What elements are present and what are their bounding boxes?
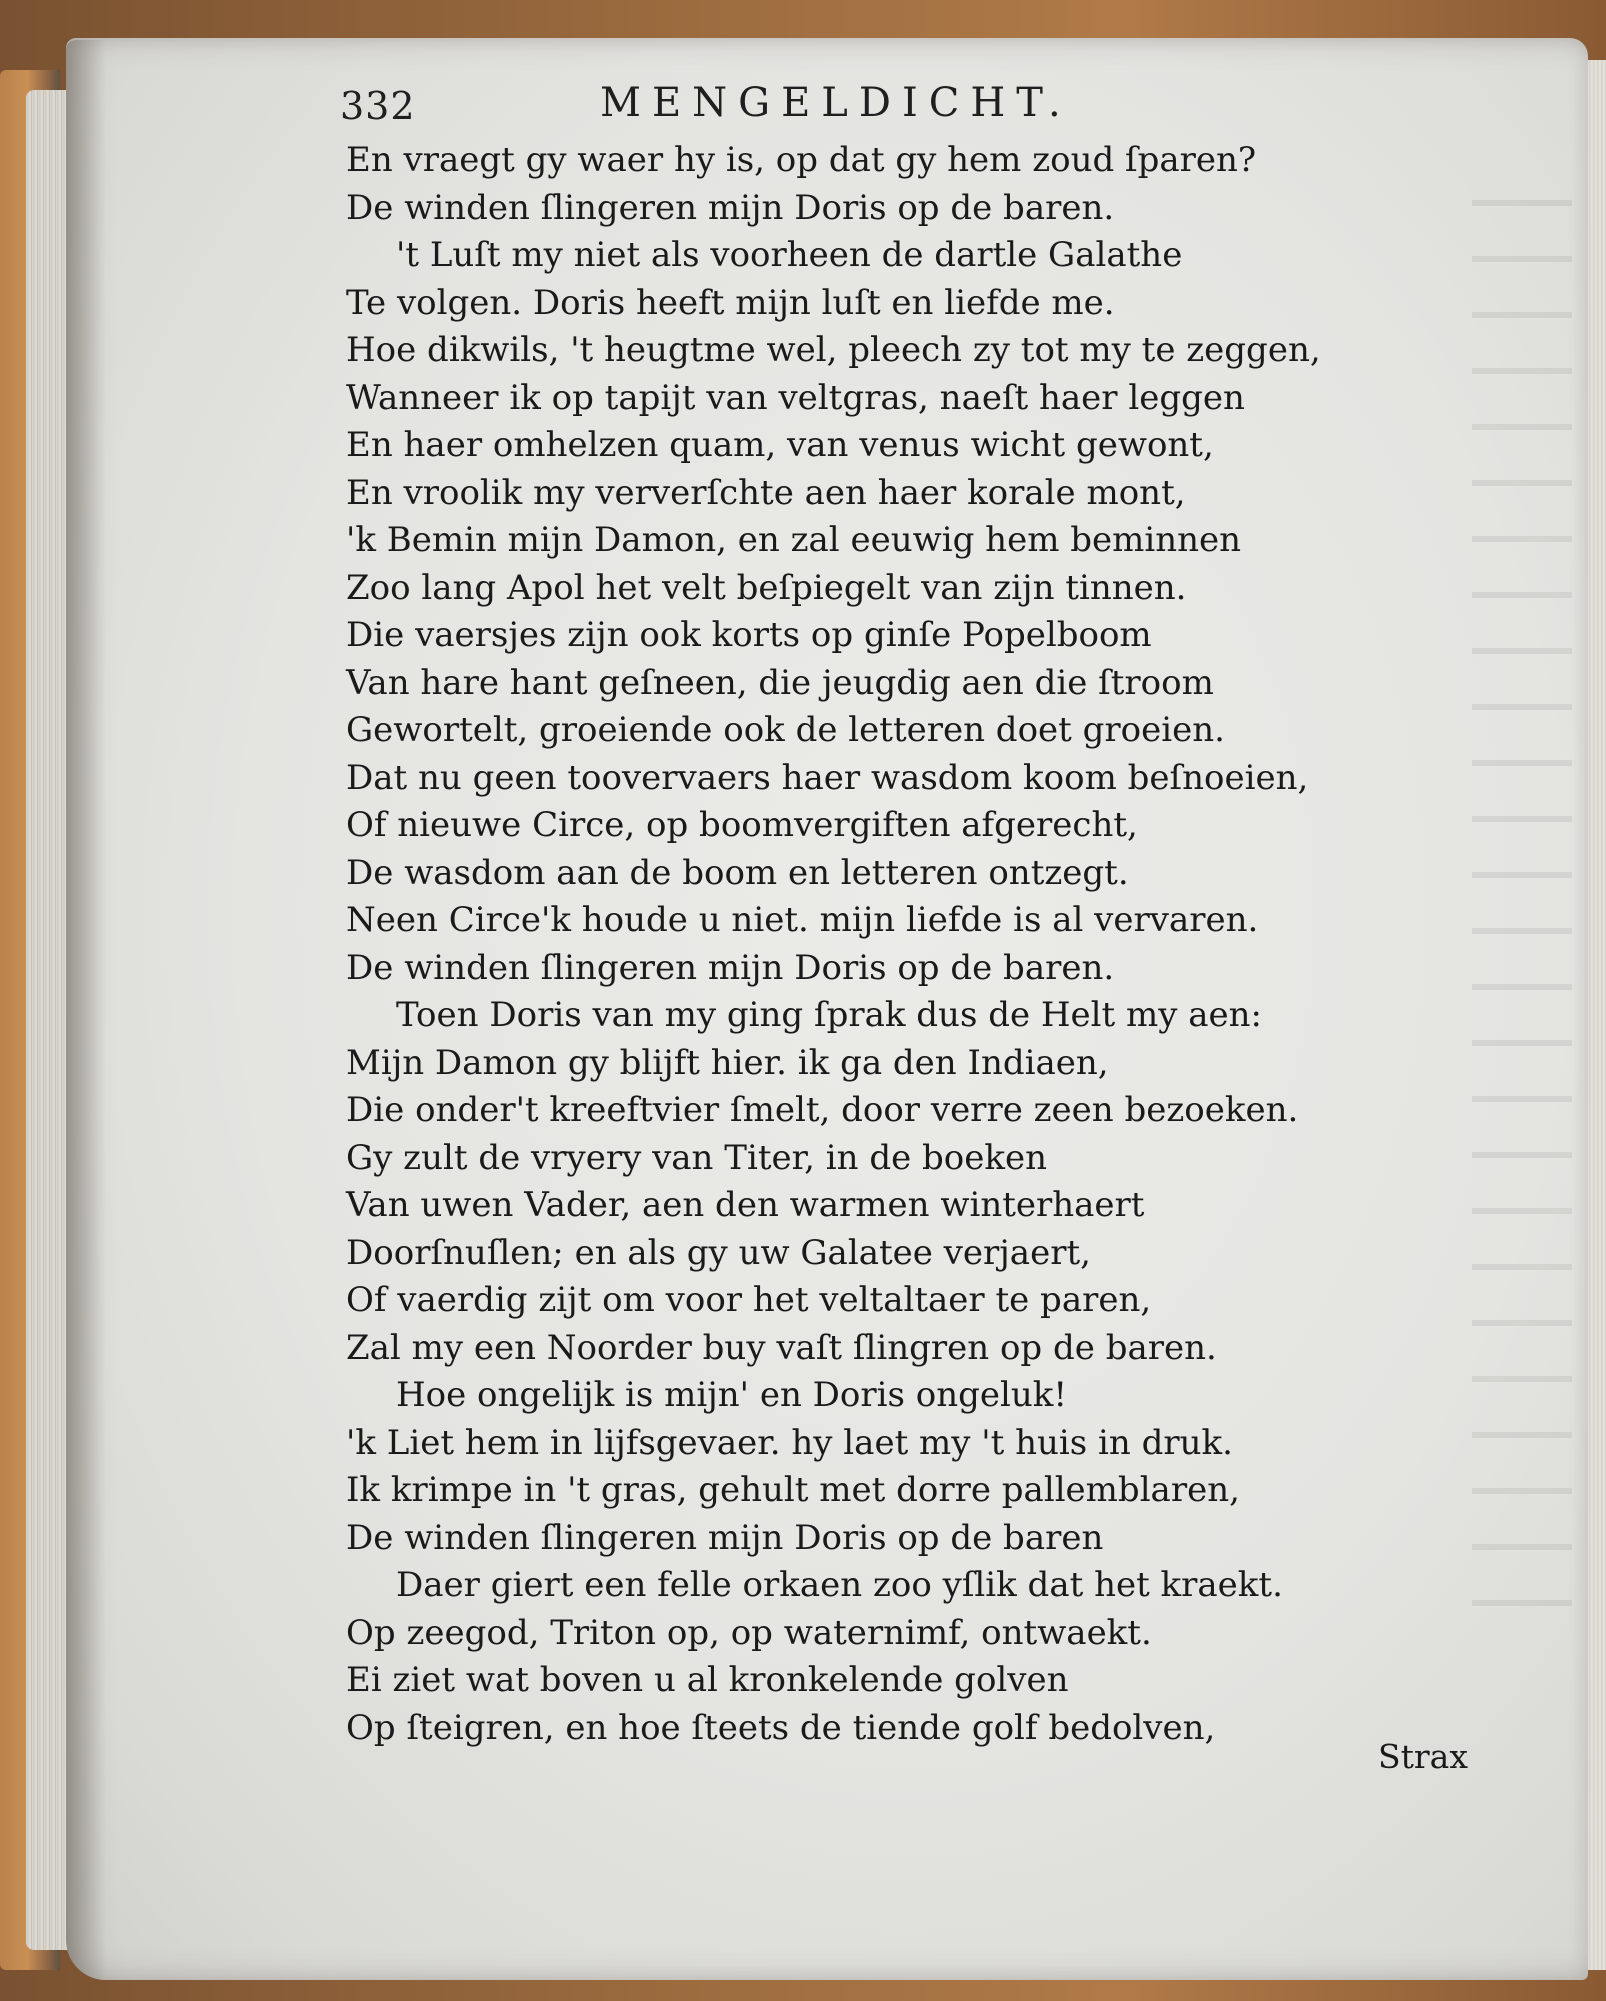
poem-line: Gy zult de vryery van Titer, in de boeken <box>346 1137 1047 1178</box>
poem-line: Die vaersjes zijn ook korts op ginſe Popelboom <box>346 615 1152 655</box>
poem-line: Zal my een Noorder buy vaſt ſlingren op de baren. <box>346 1327 1217 1368</box>
poem-line: En vraegt gy waer hy is, op dat gy hem zoud ſparen? <box>346 140 1257 180</box>
page-number: 332 <box>340 84 416 128</box>
poem-line: Gewortelt, groeiende ook de letteren doet groeien. <box>346 710 1225 750</box>
poem-line: Hoe ongelijk is mijn' en Doris ongeluk! <box>396 1375 1068 1415</box>
poem-line: Zoo lang Apol het velt beſpiegelt van zijn tinnen. <box>346 567 1187 608</box>
poem-line: Te volgen. Doris heeft mijn luſt en liefde me. <box>346 282 1115 323</box>
page-header <box>340 74 1260 134</box>
poem-line: Mijn Damon gy blijft hier. ik ga den Indiaen, <box>346 1042 1109 1083</box>
poem-line: 'k Liet hem in lijfsgevaer. hy laet my 't huis in druk. <box>346 1422 1233 1463</box>
poem-line: En vroolik my ververſchte aen haer korale mont, <box>346 472 1186 513</box>
poem-line: Dat nu geen toovervaers haer wasdom koom beſnoeien, <box>346 757 1309 798</box>
poem-line: Ik krimpe in 't gras, gehult met dorre pallemblaren, <box>346 1470 1240 1510</box>
poem-line: En haer omhelzen quam, van venus wicht gewont, <box>346 425 1214 465</box>
poem-line: De winden ſlingeren mijn Doris op de baren <box>346 1517 1104 1558</box>
poem-line: Neen Circe'k houde u niet. mijn liefde is al vervaren. <box>346 900 1259 940</box>
poem-line: 'k Bemin mijn Damon, en zal eeuwig hem beminnen <box>346 520 1242 560</box>
catchword: Strax <box>1378 1737 1468 1776</box>
poem-line: De wasdom aan de boom en letteren ontzegt. <box>346 852 1129 893</box>
poem-line: Op zeegod, Triton op, op waternimf, ontwaekt. <box>346 1612 1152 1653</box>
poem-text <box>346 137 1496 1752</box>
poem-line: De winden ſlingeren mijn Doris op de baren. <box>346 947 1115 988</box>
poem-line: Op ſteigren, en hoe ſteets de tiende golf bedolven, <box>346 1707 1216 1748</box>
running-title: MENGELDICHT. <box>600 80 1072 126</box>
poem-line: Doorſnuſlen; en als gy uw Galatee verjaert, <box>346 1232 1091 1273</box>
poem-line: Toen Doris van my ging ſprak dus de Helt my aen: <box>396 995 1263 1035</box>
poem-line: Ei ziet wat boven u al kronkelende golven <box>346 1660 1069 1700</box>
poem-line: Van uwen Vader, aen den warmen winterhaert <box>346 1185 1145 1225</box>
poem-line: Die onder't kreeftvier ſmelt, door verre zeen bezoeken. <box>346 1090 1299 1130</box>
poem-line: Of nieuwe Circe, op boomvergiften afgerecht, <box>346 805 1138 845</box>
poem-line: Hoe dikwils, 't heugtme wel, pleech zy tot my te zeggen, <box>346 330 1321 370</box>
poem-line: 't Luſt my niet als voorheen de dartle Galathe <box>396 235 1183 275</box>
poem-line: Wanneer ik op tapijt van veltgras, naeſt haer leggen <box>346 377 1245 418</box>
gutter-shadow <box>66 40 106 1980</box>
poem-line: Daer giert een felle orkaen zoo yſlik dat het kraekt. <box>396 1565 1283 1605</box>
poem-line: De winden ſlingeren mijn Doris op de baren. <box>346 187 1115 228</box>
poem-line: Of vaerdig zijt om voor het veltaltaer te paren, <box>346 1280 1152 1320</box>
poem-line: Van hare hant geſneen, die jeugdig aen die ſtroom <box>346 662 1214 703</box>
